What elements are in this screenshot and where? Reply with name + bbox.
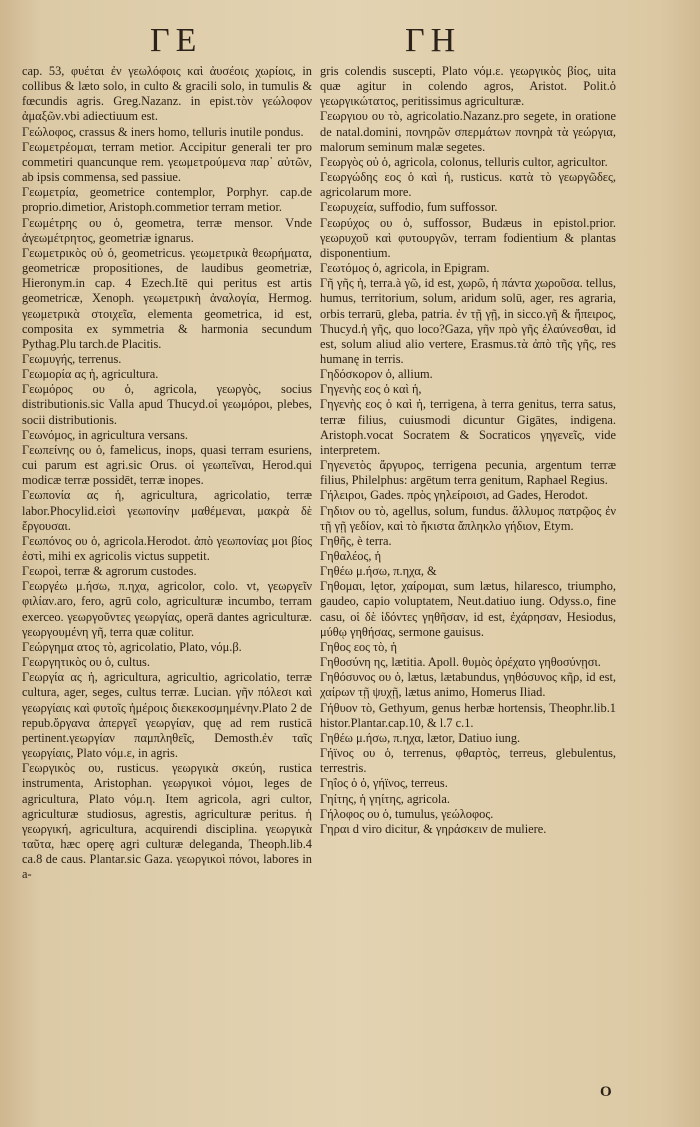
dictionary-entry: Γηΐος ὁ ὁ, γήϊνος, terreus. (320, 776, 448, 791)
dictionary-entry: Γεωμετρικὸς οὐ ὁ, geometricus. γεωμετρικὰ θεωρήματα, geometricæ propositiones, de laudibus geometriæ, Hieronym.in cap. 4 Ezech.Itē qui peritus est artis geometricæ, Xenoph. γεωμετρικὴ ἀναλογία, Hermog. γεωμετρικὰ στοιχεῖα, elementa geometrica, id est, composita ex symmetria & harmonia secundum Pythag.Plu tarch.de Placitis. (22, 245, 312, 351)
dictionary-entry: Γήθυον τὸ, Gethyum, genus herbæ hortensis, Theophr.lib.1 histor.Plantar.cap.10, & l.7 c.1. (320, 700, 616, 730)
dictionary-entry: Γηθοσύνη ης, lætitia. Apoll. θυμὸς ὀρέχατο γηθοσύνῃσι. (320, 655, 601, 670)
dictionary-entry: Γεωνόμος, in agricultura versans. (22, 427, 189, 442)
dictionary-entry: Γεώλοφος, crassus & iners homo, telluris inutile pondus. (22, 124, 304, 139)
dictionary-entry: Γηγενὴς εος ὁ καὶ ἡ, terrigena, à terra genitus, terra satus, terræ filius, cuiusmodi dicuntur Gigātes, indigena. Aristoph.vocat Socratem & Socraticos γηγενεῖς, vide interpretem. (320, 397, 616, 457)
dictionary-entry: Γεωργὸς οὐ ὁ, agricola, colonus, telluris cultor, agricultor. (320, 154, 608, 169)
dictionary-entry: Γήλειροι, Gades. πρὸς γηλείροισι, ad Gades, Herodot. (320, 488, 588, 503)
dictionary-entry: Γηδιον ου τὸ, agellus, solum, fundus. ἄλλυμος πατρῷος ἐν τῇ γῇ γεδίον, καὶ τὸ ἤκιστα ἄπληκλο γήδιον, Etym. (320, 503, 616, 533)
dictionary-entry: Γηίτης, ἡ γηίτης, agricola. (320, 791, 450, 806)
left-column (22, 64, 312, 882)
dictionary-entry: Γεωργητικὸς ου ὁ, cultus. (22, 655, 150, 670)
dictionary-entry: Γεωπονία ας ἡ, agricultura, agricolatio, terræ labor.Phocylid.εἰσὶ γεωπονίην μαθέμεναι, μακρὰ δὲ ἔργουσαι. (22, 488, 312, 533)
dictionary-entry: gris colendis suscepti, Plato νόμ.ε. γεωργικὸς βίος, uita quæ agitur in colendo agros, Aristot. Polit.ὁ γεωργικώτατος, peritissimus agriculturæ. (320, 64, 616, 109)
dictionary-entry: Γηθομαι, lętor, χαίρομαι, sum lætus, hilaresco, triumpho, gaudeo, capio voluptatem, Neut.datiuo iung. Odyss.ο, fine casu, οἱ δὲ ἰδόντες γηθῆσαν, id est, ἐχάρησαν, Hesiodus, μύθῳ γηθήσας, sermone gauisus. (320, 579, 616, 639)
dictionary-entry: Γεωρυχεία, suffodio, fum suffossor. (320, 200, 498, 215)
dictionary-entry: Γεωπείνης ου ὁ, famelicus, inops, quasi terram esuriens, cui parum est agri.sic Orus. οἱ γεωπεῖναι, Herod.qui modicæ terræ possidēt, terræ inopes. (22, 442, 312, 488)
right-column (320, 64, 616, 837)
running-head-right: ΓΗ (405, 22, 462, 59)
dictionary-entry: Γεωμέτρης ου ὁ, geometra, terræ mensor. Vnde ἀγεωμέτρητος, geometriæ ignarus. (22, 215, 312, 245)
dictionary-entry: Γεωρύχος ου ὁ, suffossor, Budæus in epistol.prior. γεωρυχοῦ καὶ φυτουργῶν, terram fodientium & plantas disponentium. (320, 215, 616, 260)
dictionary-entry: Γηθῆς, è terra. (320, 533, 392, 548)
dictionary-entry: Γηραι d viro dicitur, & γηράσκειν de muliere. (320, 821, 547, 836)
dictionary-entry: Γεωργιου ου τὸ, agricolatio.Nazanz.pro segete, in oratione de natal.domini, πονηρῶν σπερμάτων πονηρὰ τὰ γεώργια, malorum seminum malæ segetes. (320, 109, 616, 154)
dictionary-entry: Γεωροὶ, terræ & agrorum custodes. (22, 564, 197, 579)
dictionary-entry: Γεωμορία ας ἡ, agricultura. (22, 367, 159, 382)
dictionary-entry: Γεώργημα ατος τὸ, agricolatio, Plato, νόμ.β. (22, 639, 242, 654)
dictionary-entry: Γεωργικὸς ου, rusticus. γεωργικὰ σκεύη, rustica instrumenta, Aristophan. γεωργικοὶ νόμοι, leges de agricultura, Plato νόμ.η. Item agricola, agri cultor, agriculturæ studiosus, agrestis, agriculturæ peritus. ἡ γεωργική, agricultura, acquirendi disciplina. γεωργικὰ ταῦτα, hæc operę agri culturæ deleganda, Theoph.lib.4 ca.8 de caus. Plantar.sic Gaza. γεωργικοὶ πόνοι, labores in a- (22, 761, 312, 882)
dictionary-entry: Γεωμετρία, geometrice contemplor, Porphyr. cap.de proprio.dimetior, Aristoph.commetior terram metior. (22, 185, 312, 215)
dictionary-entry: Γηθόσυνος ου ὁ, lætus, lætabundus, γηθόσυνος κῆρ, id est, χαίρων τῇ ψυχῇ, lætus animo, Homerus Iliad. (320, 670, 616, 700)
dictionary-entry: Γηγενὴς εος ὁ καὶ ἡ, (320, 382, 422, 397)
dictionary-entry: Γεωργώδης εος ὁ καὶ ἡ, rusticus. κατὰ τὸ γεωργῶδες, agricolarum more. (320, 170, 616, 200)
dictionary-entry: Γεωμυγής, terrenus. (22, 351, 122, 366)
dictionary-entry: Γεωργέω μ.ήσω, π.ηχα, agricolor, colo. vt, γεωργεῖν φιλίαν.aro, fero, agrū colo, agriculturæ incumbo, terram exerceo. γεωργοῦντες γεωργίας, operā dantes agriculturæ. γεωργουμένη γῆ, terra quæ colitur. (22, 579, 312, 639)
dictionary-entry: Γεωπόνος ου ὁ, agricola.Herodot. ἀπὸ γεωπονίας μοι βίος ἐστὶ, mihi ex agricolis victus suppetit. (22, 533, 312, 563)
dictionary-entry: Γηθαλέος, ἡ (320, 549, 382, 563)
dictionary-entry: Γηθος εος τὸ, ἡ (320, 639, 398, 654)
dictionary-entry: Γηθέω μ.ήσω, π.ηχα, lætor, Datiuo iung. (320, 730, 521, 745)
dictionary-entry: Γήϊνος ου ὁ, terrenus, φθαρτὸς, terreus, glebulentus, terrestris. (320, 746, 616, 776)
dictionary-entry: Γῆ γῆς ἡ, terra.à γῶ, id est, χωρῶ, ἡ πάντα χωροῦσα. tellus, humus, territorium, solum, aridum solū, ager, res agraria, orbis terrarū, gleba, patria. ἐν τῇ γῇ, in sicco.γῆ & ἤπειρος, Thucyd.ἡ γῆς, quo loco?Gaza, γῆν πρὸ γῆς ἐλαύνεσθαι, id est, solum aliud alio vertere, Erasmus.τὰ ἀπὸ τῆς γῆς, res humanę in terris. (320, 276, 616, 366)
dictionary-entry: Γεωργία ας ἡ, agricultura, agricultio, agricolatio, terræ cultura, ager, seges, cultus terræ. Lucian. γῆν πόλεσι καὶ γεωργίαις καὶ φυτοῖς ἡμέροις διεκεκοσμημένην.Plato 2 de repub.ὄργανα ἀπεργεῖ γεωργίαν, quę ad rem rusticā pertinent.γεωργίαν παμπληθεῖς, Demosth.ἐν ταῖς γεωργίαις, Plato νόμ.ε, in agris. (22, 670, 312, 761)
dictionary-entry: Γηγενετὸς ἄργυρος, terrigena pecunia, argentum terræ filius, Philelphus: argētum terra genitum, Raphael Regius. (320, 458, 616, 488)
dictionary-entry: Γεωτόμος ὁ, agricola, in Epigram. (320, 261, 490, 276)
dictionary-entry: cap. 53, φυέται ἐν γεωλόφοις καὶ ἀυσέοις χωρίοις, in collibus & læto solo, in culto & gracili solo, in tumulis & fœcundis agris. Greg.Nazanz. in epist.τὸν γεώλοφον ἀμαξῶν.vbi adiectiuum est. (22, 64, 312, 124)
dictionary-entry: Γηθέω μ.ήσω, π.ηχα, & (320, 564, 437, 579)
dictionary-entry: Γεωμόρος ου ὁ, agricola, γεωργὸς, socius distributionis.sic Valla apud Thucyd.οἱ γεωμόροι, plebes, socii distributionis. (22, 382, 312, 427)
dictionary-entry: Γηδόσκορον ὁ, allium. (320, 367, 433, 382)
dictionary-entry: Γήλοφος ου ὁ, tumulus, γεώλοφος. (320, 806, 494, 821)
running-heads (0, 22, 700, 62)
dictionary-entry: Γεωμετρέομαι, terram metior. Accipitur generali ter pro commetiri quancunque rem. γεωμετρούμενα παρ᾽ αὐτῶν, ab ipsis commensa, sed passiue. (22, 139, 312, 185)
catchword: O (600, 1084, 612, 1100)
running-head-left: ΓΕ (150, 22, 203, 59)
